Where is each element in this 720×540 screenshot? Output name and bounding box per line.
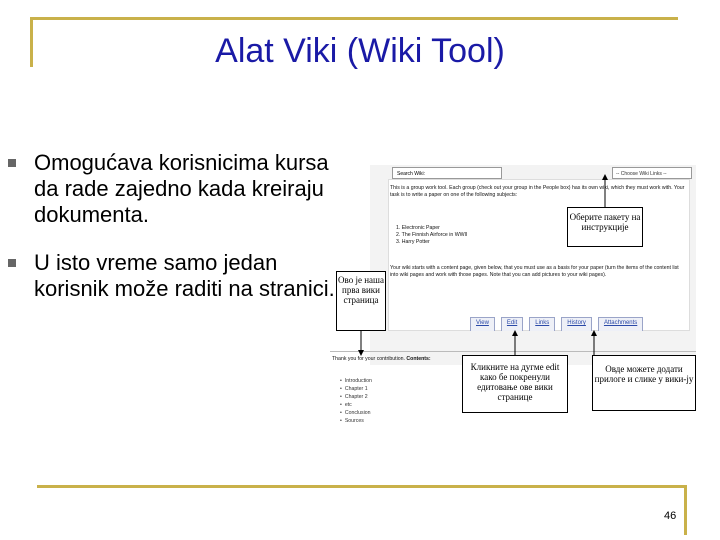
bullet-item <box>8 250 338 302</box>
bullet-list <box>8 150 338 324</box>
bottom-rule <box>37 485 687 488</box>
list-item: • Chapter 1 <box>340 385 372 393</box>
bullet-text: Omogućava korisnicima kursa da rade zajedno kada kreiraju dokumenta. <box>34 150 329 227</box>
tab-history[interactable]: History <box>561 317 592 331</box>
subject-item: 1. Electronic Paper <box>396 225 440 231</box>
slide-title: Alat Viki (Wiki Tool) <box>215 32 505 70</box>
bullet-item <box>8 150 338 228</box>
bullet-square-icon <box>8 159 16 167</box>
bullet-square-icon <box>8 259 16 267</box>
wiki-screenshot <box>330 165 696 445</box>
thanks-text: Thank you for your contribution. <box>332 356 405 362</box>
tab-view[interactable]: View <box>470 317 495 331</box>
contents-label: Contents: <box>406 356 431 362</box>
subject-item: 3. Harry Potter <box>396 239 430 245</box>
callout-instructions: Oберите пакету на инструкције <box>567 207 643 247</box>
list-item: • Conclusion <box>340 409 372 417</box>
list-item: • Introduction <box>340 377 372 385</box>
tab-attachments[interactable]: Attachments <box>598 317 643 331</box>
top-rule <box>30 17 678 20</box>
wiki-instructions-text: Your wiki starts with a content page, given below, that you must use as a basis for your paper (turn the items of the content list into wiki pages and work with those pages. Note that you can add pictures to your wiki pages). <box>390 265 679 278</box>
page-number: 46 <box>664 510 677 522</box>
callout-attachments: Овде можете додати прилоге и слике у вики-ју <box>592 355 696 411</box>
tab-links[interactable]: Links <box>529 317 555 331</box>
bullet-text: U isto vreme samo jedan korisnik može raditi na stranici. <box>34 250 335 301</box>
subject-item: 2. The Finnish Airforce in WWII <box>396 232 468 238</box>
wiki-links-select[interactable]: -- Choose Wiki Links -- <box>612 167 692 179</box>
tab-edit[interactable]: Edit <box>501 317 523 331</box>
search-wiki-field[interactable]: Search Wiki: <box>392 167 502 179</box>
list-item: • Sources <box>340 417 372 425</box>
callout-edit-button: Кликните на дугме edit како бе покренули едитовање ове вики странице <box>462 355 568 413</box>
list-item: • etc <box>340 401 372 409</box>
wiki-intro-text: This is a group work tool. Each group (check out your group in the People box) has its own wiki, which they must work with. Your task is to write a paper on one of the following subjects: <box>390 185 685 198</box>
bottom-right-rule <box>684 485 687 535</box>
list-item: • Chapter 2 <box>340 393 372 401</box>
callout-first-page: Ово је наша прва вики страница <box>336 271 386 331</box>
